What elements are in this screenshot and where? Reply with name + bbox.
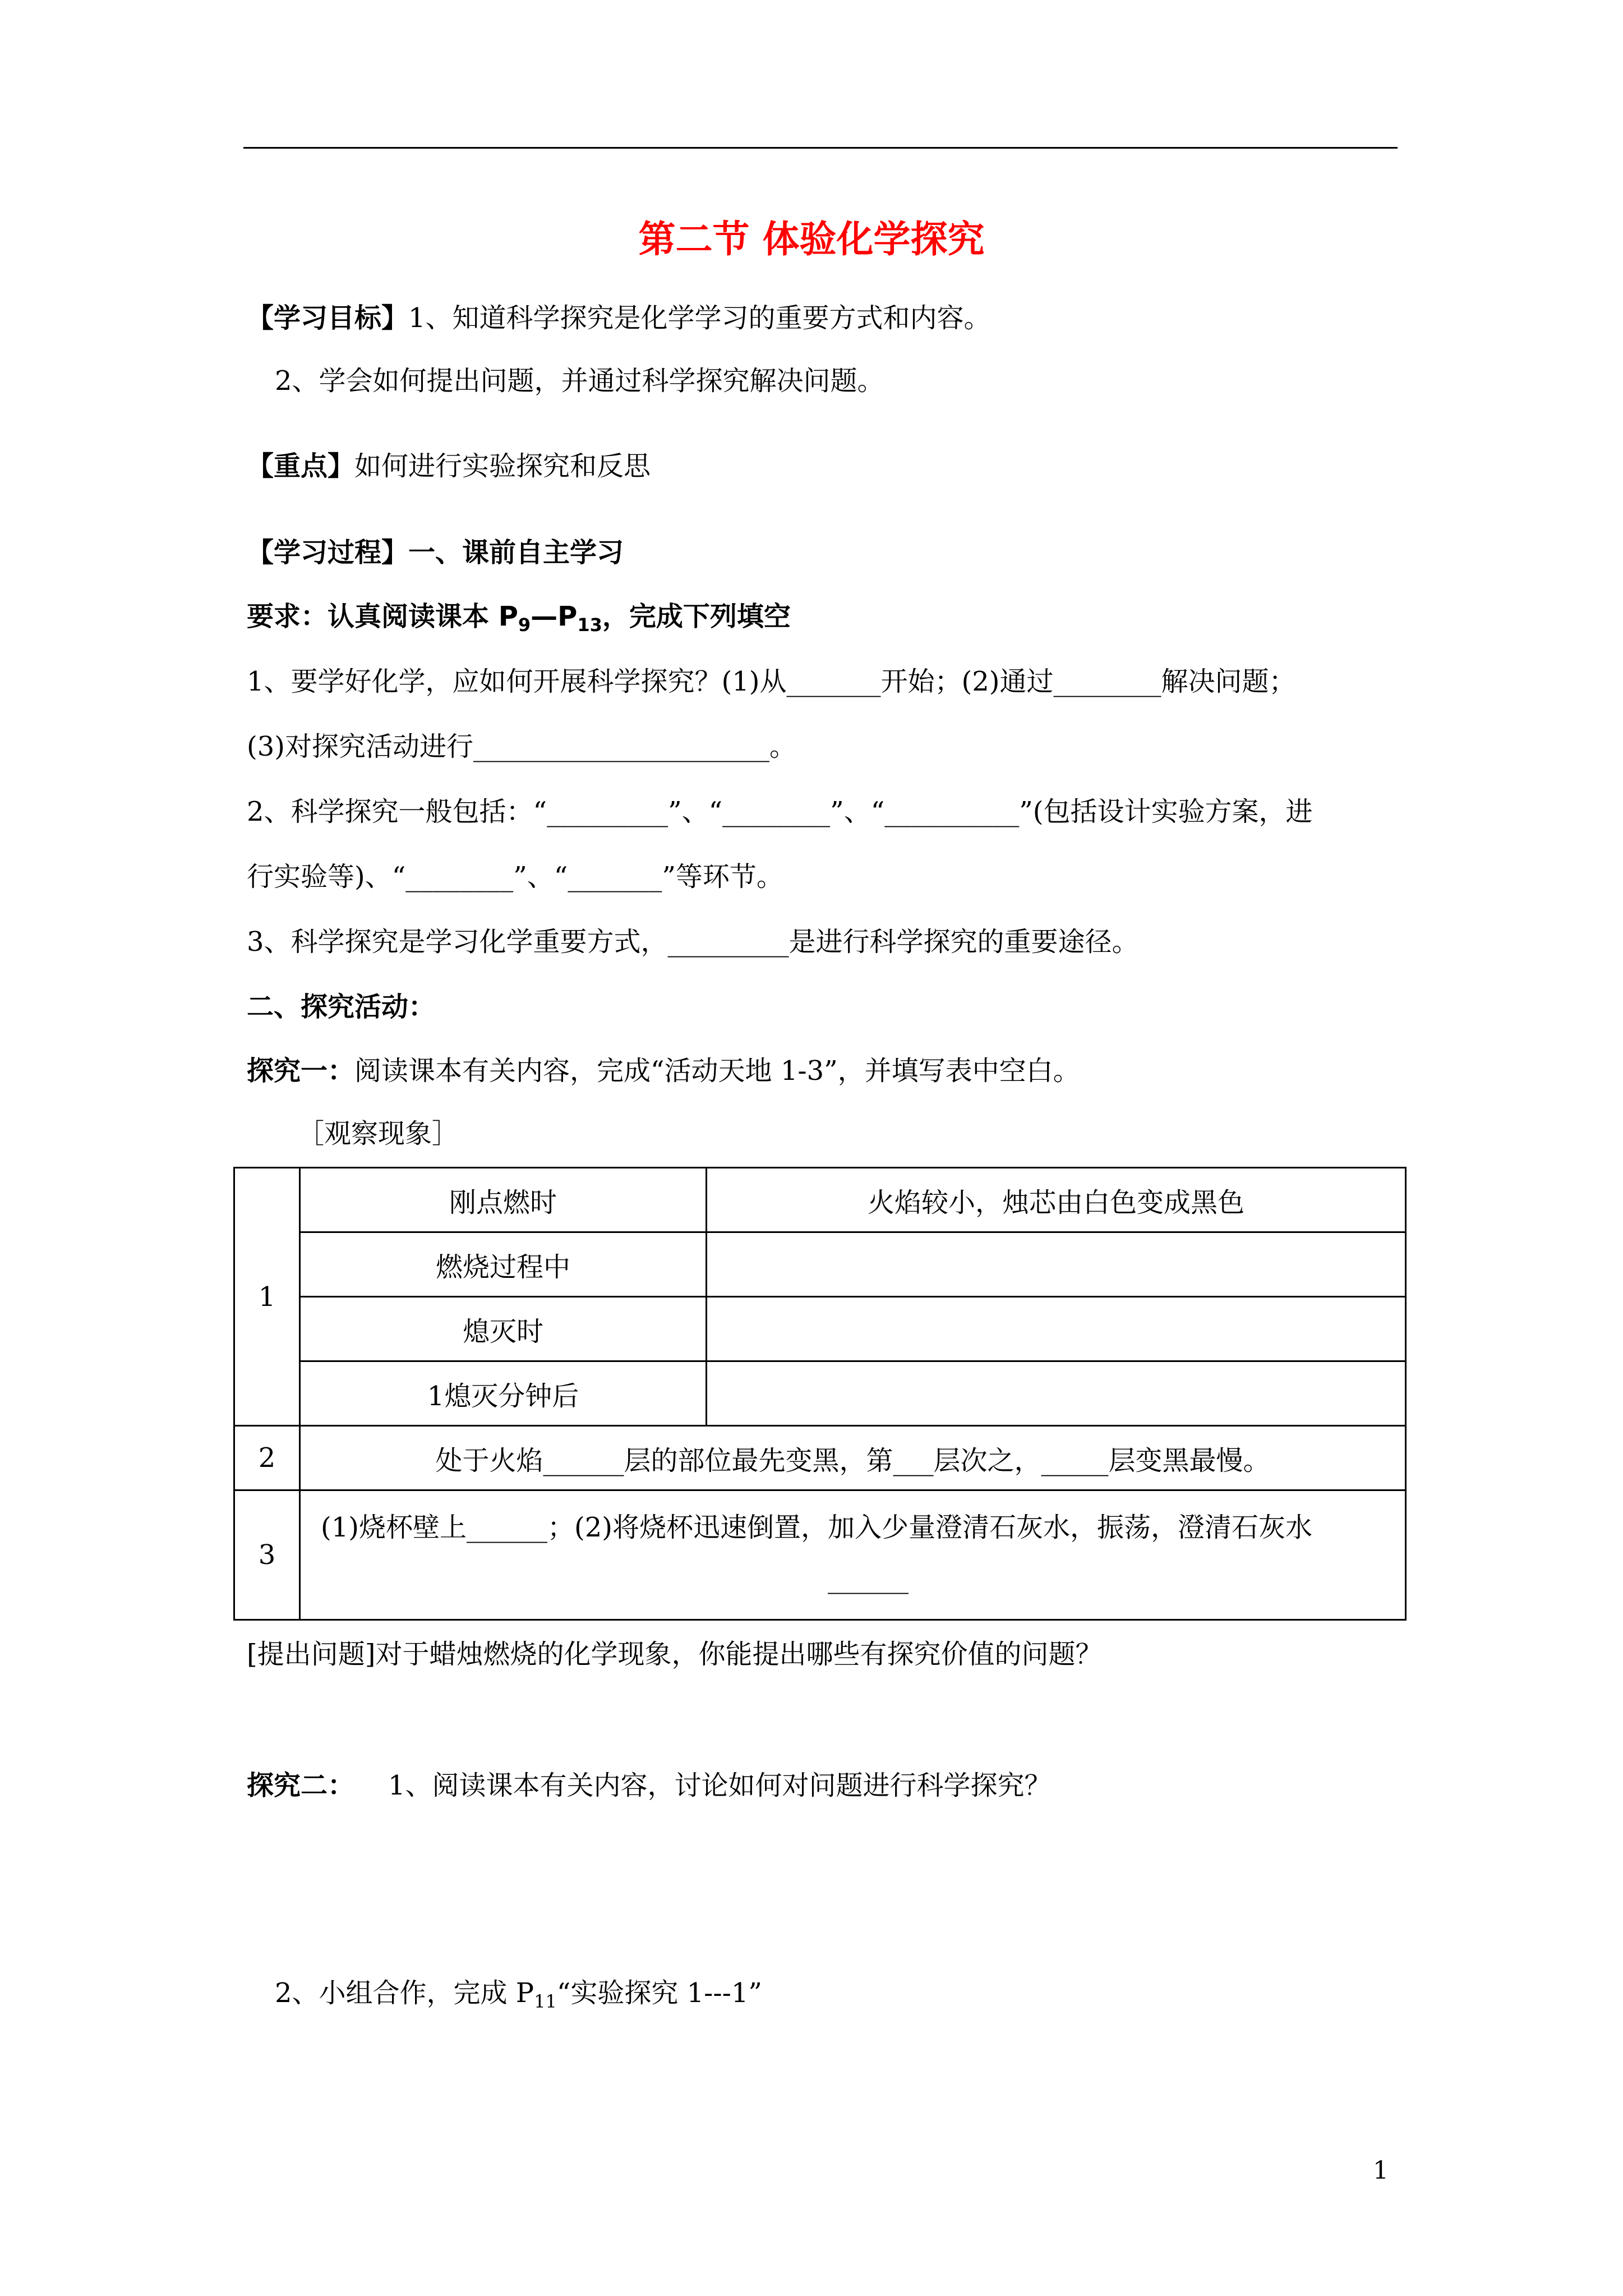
focus-label: 【重点】 [247,450,355,482]
question-2-line-1: 2、科学探究一般包括：“_________”、“________”、“__________”(包括设计实验方案，进 [247,796,1313,827]
explore-2-item-2-pre: 2、小组合作，完成 P [275,1977,534,2009]
row-1-label-d: 1熄灭分钟后 [300,1361,707,1426]
header-rule [243,147,1398,149]
question-2-line-2: 行实验等)、“________”、“_______”等环节。 [247,861,783,892]
requirement-sub-1: 9 [518,614,531,636]
requirement-line [247,597,791,645]
table-row [234,1490,1406,1620]
row-1-value-d [707,1361,1406,1426]
explore-1-label: 探究一： [247,1055,355,1087]
explore-2-item-1: 1、阅读课本有关内容，讨论如何对问题进行科学探究？ [388,1770,1052,1801]
focus-line [247,447,651,486]
row-1-value-c [707,1297,1406,1361]
table-row [234,1168,1406,1232]
row-2-text: 处于火焰______层的部位最先变黑，第___层次之，_____层变黑最慢。 [300,1426,1406,1490]
requirement-sub-2: 13 [577,614,602,636]
row-3-line-2: ______ [828,1563,909,1594]
requirement-mid: —P [531,601,578,632]
row-1-label-c: 熄灭时 [300,1297,707,1361]
row-3-line-1: (1)烧杯壁上______；(2)将烧杯迅速倒置，加入少量澄清石灰水，振荡，澄清石灰水 [321,1512,1312,1543]
question-1-line-1: 1、要学好化学，应如何开展科学探究？(1)从_______开始；(2)通过________解决问题； [247,666,1296,697]
row-3-cell [300,1490,1406,1620]
page-title: 第二节 体验化学探究 [638,218,985,261]
focus-text: 如何进行实验探究和反思 [354,450,651,482]
row-1-value-b [707,1232,1406,1297]
requirement-post: ，完成下列填空 [602,601,791,632]
question-3: 3、科学探究是学习化学重要方式，_________是进行科学探究的重要途径。 [247,926,1139,958]
learning-goals-line [247,298,991,338]
process-label: 【学习过程】 [247,537,409,568]
row-1-label-b: 燃烧过程中 [300,1232,707,1297]
ask-question-line: [提出问题]对于蜡烛燃烧的化学现象，你能提出哪些有探究价值的问题？ [247,1639,1103,1670]
page-number: 1 [1373,2156,1389,2185]
learning-goals-label: 【学习目标】 [247,302,409,334]
requirement-pre: 要求：认真阅读课本 P [247,601,518,632]
explore-2-item-2 [275,1973,762,2021]
row-1-value-a: 火焰较小，烛芯由白色变成黑色 [707,1168,1406,1232]
explore-2-item-2-sub: 11 [534,1991,557,2012]
section-2-heading: 二、探究活动： [247,991,436,1023]
learning-goal-2: 2、学会如何提出问题，并通过科学探究解决问题。 [275,365,884,397]
table-row [234,1426,1406,1490]
observation-table [233,1167,1407,1621]
question-1-line-2: (3)对探究活动进行______________________。 [247,731,796,762]
row-1-number: 1 [234,1168,300,1426]
explore-1-line [247,1051,1080,1091]
row-1-label-a: 刚点燃时 [300,1168,707,1232]
explore-2-line [247,1766,1052,1805]
explore-2-label: 探究二： [247,1770,355,1801]
row-2-number: 2 [234,1426,300,1490]
learning-goal-1: 1、知道科学探究是化学学习的重要方式和内容。 [408,302,991,334]
row-3-number: 3 [234,1490,300,1620]
explore-1-text: 阅读课本有关内容，完成“活动天地 1-3”，并填写表中空白。 [354,1055,1080,1087]
observe-label: ［观察现象］ [297,1118,459,1149]
process-line [247,533,624,572]
explore-2-item-2-post: “实验探究 1---1” [556,1977,762,2009]
table-row [234,1297,1406,1361]
process-text: 一、课前自主学习 [408,537,624,568]
table-row [234,1361,1406,1426]
table-row [234,1232,1406,1297]
